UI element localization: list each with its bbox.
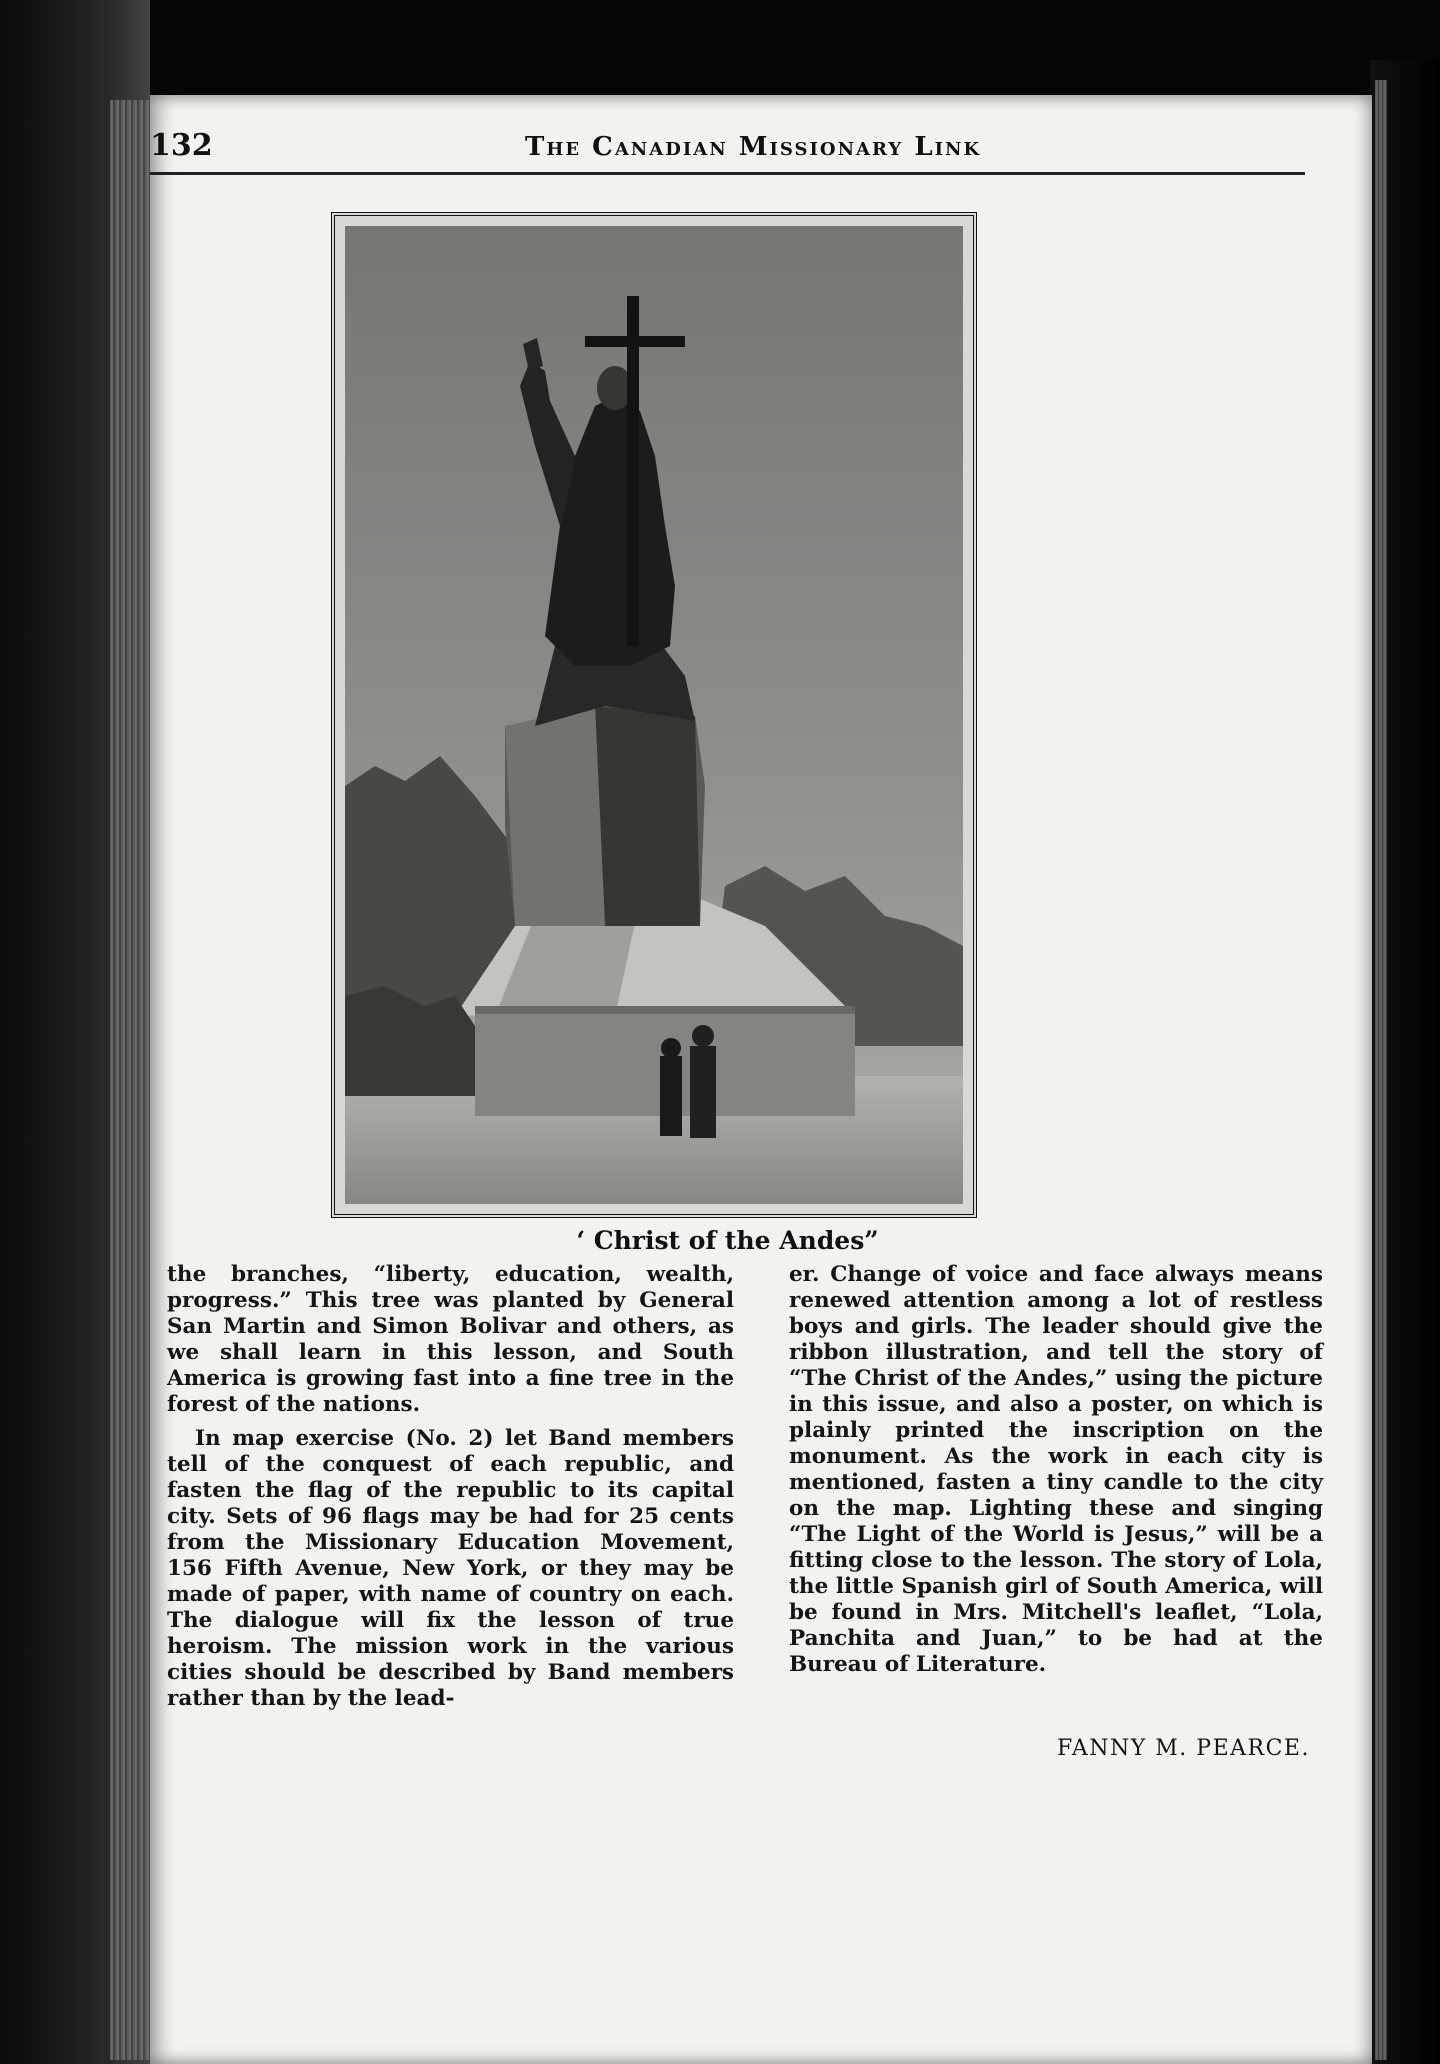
figure-caption: ‘ Christ of the Andes” (576, 1226, 879, 1255)
christ-of-the-andes-photo (345, 226, 963, 1204)
page-header (150, 128, 1305, 178)
header-rule (150, 172, 1305, 175)
author-signature: FANNY M. PEARCE. (1057, 1736, 1310, 1761)
right-paragraph-1: er. Change of voice and face always means renewed attention among a lot of restless boys and girls. The leader should give the ribbon illustration, and tell the story of “The Christ of the Andes,” using the picture in this issue, and also a poster, on which is plainly printed the inscription on the monument. As the work in each city is mentioned, fasten a tiny candle to the city on the map. Lighting these and singing “The Light of the World is Jesus,” will be a fitting close to the lesson. The story of Lola, the little Spanish girl of South America, will be found in Mrs. Mitchell's leaflet, “Lola, Panchita and Juan,” to be had at the Bureau of Literature. (789, 1262, 1323, 1677)
left-paragraph-2: In map exercise (No. 2) let Band members tell of the conquest of each republic, and fasten the flag of the republic to its capital city. Sets of 96 flags may be had for 25 cents from the Missionary Education Movement, 156 Fifth Avenue, New York, or they may be made of paper, with name of country on each. The dialogue will fix the lesson of true heroism. The mission work in the various cities should be described by Band members rather than by the lead- (167, 1426, 734, 1711)
photo-frame (331, 212, 977, 1218)
right-column (789, 1262, 1323, 1678)
page-number: 132 (150, 128, 213, 163)
left-paragraph-1: the branches, “liberty, education, wealth, progress.” This tree was planted by General San Martin and Simon Bolivar and others, as we shall learn in this lesson, and South America is growing fast into a fine tree in the forest of the nations. (167, 1262, 734, 1417)
running-head: The Canadian Missionary Link (525, 132, 982, 162)
left-column (167, 1262, 734, 1712)
page-edges-right (1375, 80, 1387, 2060)
